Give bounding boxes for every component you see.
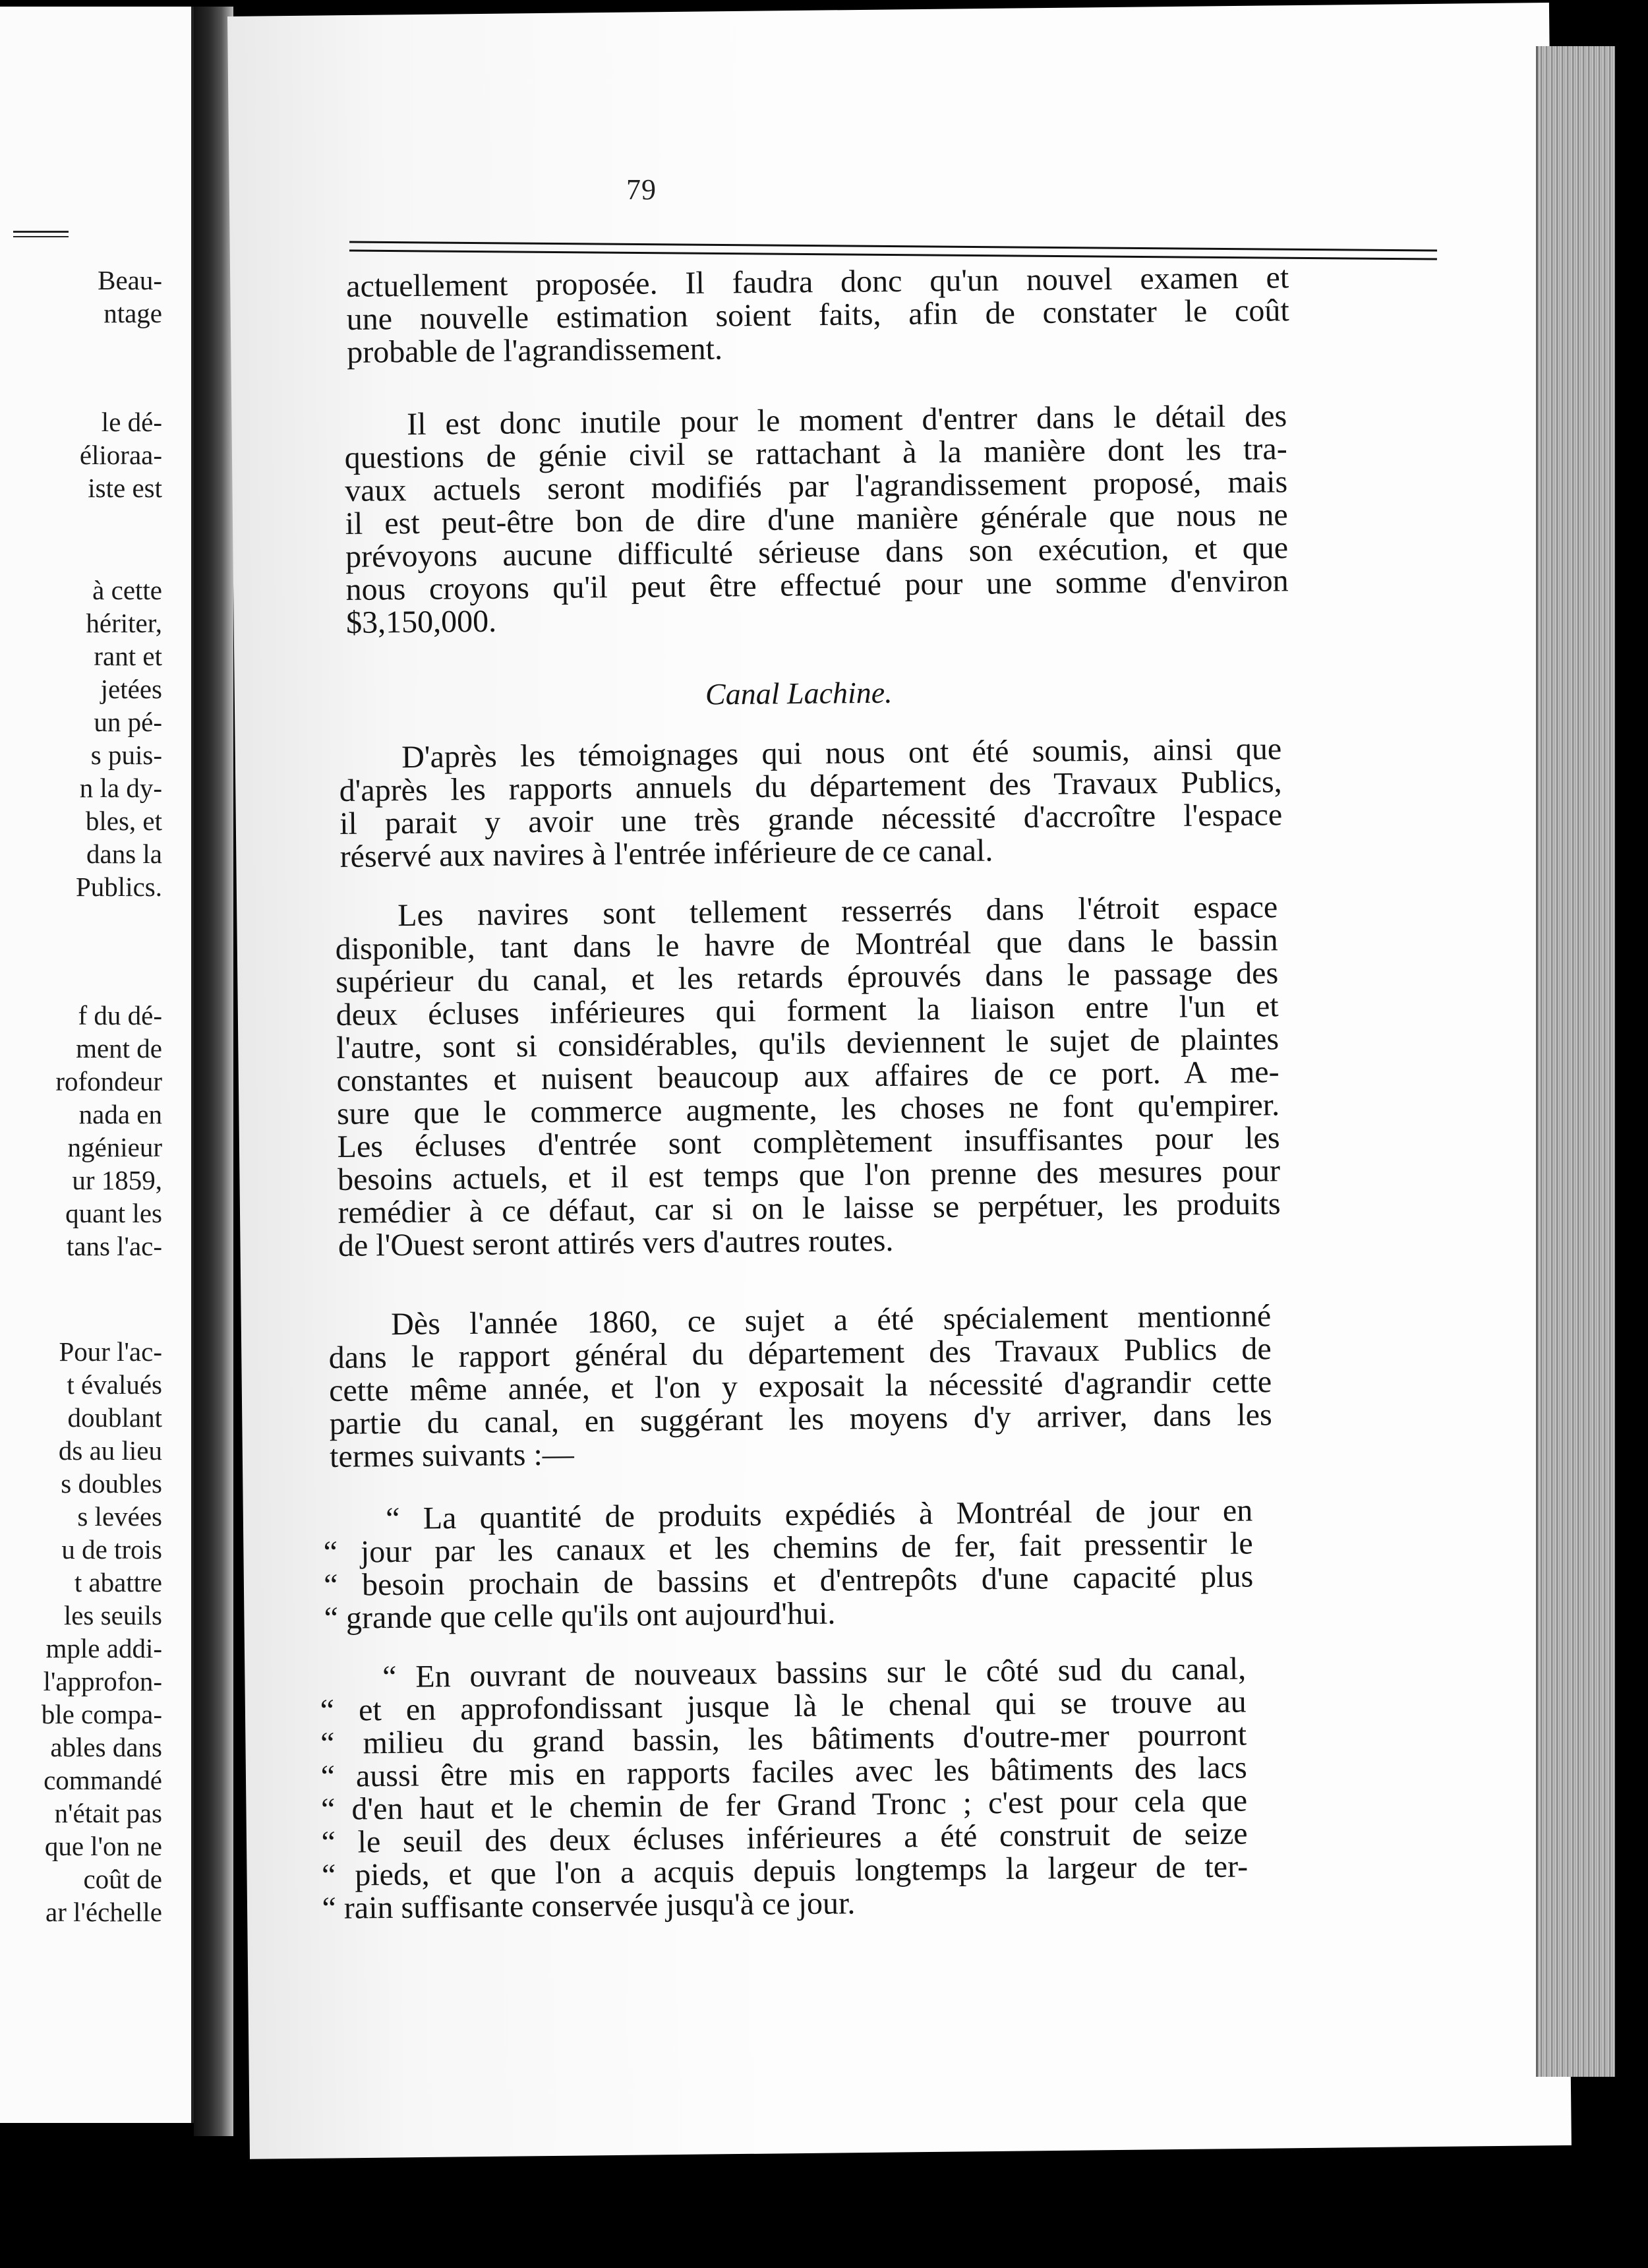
text-line: dans le rapport général du département des Travaux Publics de: [328, 1331, 1272, 1375]
text-line: termes suivants :—: [329, 1437, 575, 1474]
section-heading: Canal Lachine.: [705, 675, 893, 711]
paragraph-5: [328, 1299, 1272, 1474]
left-page-line: à cette: [92, 575, 162, 605]
paragraph-1: [346, 261, 1289, 369]
left-page: [0, 7, 194, 2123]
text-line: d'après les rapports annuels du département des Travaux Publics,: [339, 764, 1282, 808]
left-page-line: ar l'échelle: [45, 1897, 162, 1927]
left-page-line: mple addi-: [45, 1633, 162, 1663]
text-line: Les navires sont tellement resserrés dans l'étroit espace: [397, 889, 1278, 934]
left-page-rule: [13, 231, 69, 237]
paragraph-3: [339, 732, 1283, 874]
text-line: une nouvelle estimation soient faits, afin de constater le coût: [346, 293, 1289, 337]
text-line: nous croyons qu'il peut être effectué pour une somme d'environ: [345, 563, 1289, 607]
left-page-line: nada en: [78, 1099, 162, 1129]
text-line: $3,150,000.: [345, 603, 497, 640]
text-line: “ rain suffisante conservée jusqu'à ce jour.: [322, 1886, 856, 1926]
left-page-line: u de trois: [61, 1534, 162, 1565]
text-line: Il est donc inutile pour le moment d'entrer dans le détail des: [406, 398, 1287, 442]
text-line: probable de l'agrandissement.: [346, 331, 723, 370]
left-page-line: Pour l'ac-: [59, 1336, 162, 1367]
text-line: “ aussi être mis en rapports faciles avec les bâtiments des lacs: [320, 1750, 1247, 1794]
left-page-line: doublant: [67, 1402, 162, 1433]
left-page-line: Beau-: [98, 265, 162, 295]
text-line: supérieur du canal, et les retards éprouvés dans le passage des: [335, 955, 1279, 1000]
text-line: “ La quantité de produits expédiés à Montréal de jour en: [385, 1493, 1253, 1537]
left-page-line: t évalués: [67, 1369, 162, 1400]
text-line: deux écluses inférieures qui forment la liaison entre l'un et: [336, 988, 1279, 1032]
left-page-line: f du dé-: [78, 1000, 162, 1030]
left-page-line: les seuils: [63, 1600, 162, 1630]
page-edges: [1536, 46, 1617, 2077]
left-page-line: bles, et: [85, 806, 162, 836]
text-line: il parait y avoir une très grande nécessité d'accroître l'espace: [339, 797, 1283, 841]
left-page-line: rant et: [94, 641, 162, 671]
text-line: actuellement proposée. Il faudra donc qu'un nouvel examen et: [345, 260, 1289, 304]
left-page-line: ment de: [76, 1033, 162, 1063]
left-page-line: ble compa-: [41, 1699, 162, 1729]
left-page-line: élioraa-: [79, 440, 162, 470]
left-page-line: tans l'ac-: [66, 1231, 162, 1261]
left-page-line: rofondeur: [55, 1066, 162, 1096]
text-line: besoins actuels, et il est temps que l'on prenne des mesures pour: [337, 1153, 1281, 1197]
left-page-line: t abattre: [74, 1567, 162, 1597]
left-page-line: que l'on ne: [44, 1831, 162, 1861]
text-line: vaux actuels seront modifiés par l'agrandissement proposé, mais: [344, 464, 1288, 508]
left-page-line: commandé: [44, 1765, 162, 1795]
left-page-line: ntage: [103, 298, 162, 328]
paragraph-2: [344, 400, 1289, 640]
quotation-1: [323, 1494, 1254, 1635]
text-line: sure que le commerce augmente, les choses ne font qu'empirer.: [336, 1087, 1280, 1131]
text-line: constantes et nuisent beaucoup aux affaires de ce port. A me-: [336, 1054, 1280, 1098]
left-page-line: le dé-: [101, 407, 162, 437]
text-line: “ En ouvrant de nouveaux bassins sur le côté sud du canal,: [382, 1651, 1247, 1695]
left-page-line: s puis-: [90, 740, 162, 770]
text-line: “ d'en haut et le chemin de fer Grand Tronc ; c'est pour cela que: [320, 1783, 1248, 1827]
left-page-line: s doubles: [61, 1468, 162, 1499]
left-page-line: ds au lieu: [58, 1435, 162, 1466]
page-number: 79: [626, 173, 657, 206]
left-page-line: jetées: [100, 674, 162, 704]
text-line: “ pieds, et que l'on a acquis depuis longtemps la largeur de ter-: [321, 1849, 1249, 1893]
text-line: réservé aux navires à l'entrée inférieure de ce canal.: [339, 833, 993, 874]
left-page-line: n'était pas: [54, 1798, 162, 1828]
text-line: “ grande que celle qu'ils ont aujourd'hui.: [324, 1596, 836, 1636]
text-line: disponible, tant dans le havre de Montréal que dans le bassin: [335, 922, 1278, 967]
paragraph-4: [335, 891, 1281, 1263]
left-page-line: iste est: [88, 473, 162, 503]
text-line: il est peut-être bon de dire d'une manière générale que nous ne: [345, 497, 1288, 541]
scan-border: [1615, 40, 1648, 2268]
left-page-line: un pé-: [94, 707, 162, 737]
text-line: l'autre, sont si considérables, qu'ils deviennent le sujet de plaintes: [336, 1021, 1280, 1065]
left-page-line: ables dans: [50, 1732, 162, 1762]
left-page-line: ur 1859,: [72, 1165, 162, 1195]
quotation-2: [320, 1653, 1249, 1925]
left-page-line: dans la: [86, 839, 162, 869]
left-page-line: quant les: [65, 1198, 162, 1228]
left-page-line: ngénieur: [67, 1132, 162, 1162]
left-page-line: l'approfon-: [43, 1666, 162, 1696]
left-page-line: Publics.: [76, 872, 162, 902]
left-page-line: n la dy-: [79, 773, 162, 803]
text-line: “ besoin prochain de bassins et d'entrepôts d'une capacité plus: [323, 1559, 1254, 1603]
left-page-line: s levées: [77, 1501, 162, 1532]
left-page-line: coût de: [83, 1864, 162, 1894]
text-line: “ milieu du grand bassin, les bâtiments d'outre-mer pourront: [320, 1717, 1247, 1761]
text-line: remédier à ce défaut, car si on le laisse se perpétuer, les produits: [338, 1186, 1281, 1230]
text-line: de l'Ouest seront attirés vers d'autres routes.: [338, 1222, 894, 1263]
text-line: “ le seuil des deux écluses inférieures a été construit de seize: [321, 1816, 1248, 1860]
book-gutter: [194, 7, 233, 2136]
text-line: “ et en approfondissant jusque là le chenal qui se trouve au: [320, 1684, 1247, 1728]
text-line: “ jour par les canaux et les chemins de fer, fait pressentir le: [323, 1526, 1253, 1570]
text-line: Les écluses d'entrée sont complètement insuffisantes pour les: [337, 1120, 1280, 1164]
text-line: partie du canal, en suggérant les moyens d'y arriver, dans les: [329, 1397, 1272, 1441]
left-page-line: hériter,: [86, 608, 162, 638]
text-line: cette même année, et l'on y exposait la nécessité d'agrandir cette: [328, 1364, 1272, 1408]
text-line: Dès l'année 1860, ce sujet a été spécialement mentionné: [390, 1298, 1272, 1342]
text-line: prévoyons aucune difficulté sérieuse dans son exécution, et que: [345, 530, 1289, 574]
text-line: questions de génie civil se rattachant à la manière dont les tra-: [344, 431, 1287, 475]
text-line: D'après les témoignages qui nous ont été soumis, ainsi que: [401, 731, 1282, 775]
